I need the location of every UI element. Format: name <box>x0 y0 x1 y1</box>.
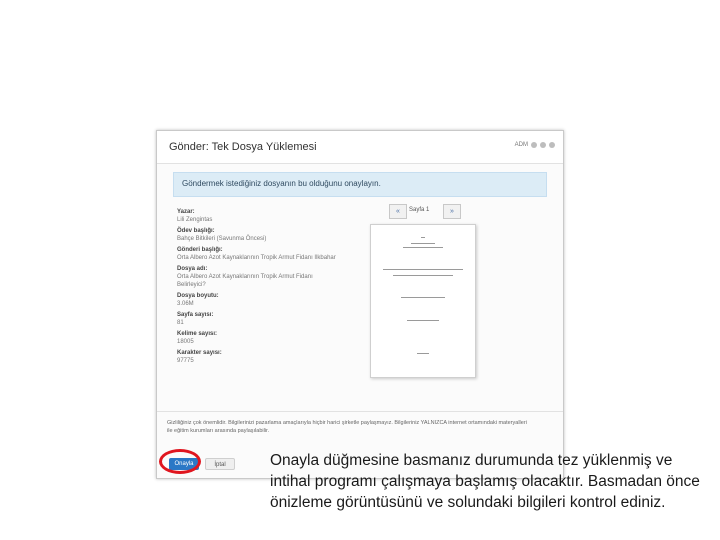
next-page-button[interactable]: » <box>443 204 461 219</box>
instruction-caption: Onayla düğmesine basmanız durumunda tez yüklenmiş ve intihal programı çalışmaya başlamış olacaktır. Basmadan önce önizleme görüntüsünü ve solundaki bilgileri kontrol ediniz. <box>270 452 700 511</box>
titlebar-controls <box>515 142 555 148</box>
privacy-notice-text: Gizliliğiniz çok önemlidir. Bilgilerinizi pazarlama amaçlarıyla hiçbir harici şirketle paylaşmayız. Bilgileriniz YALNIZCA internet ortamındaki materyalleri ile eğitim kurumları arasında paylaşılabilir. <box>167 420 527 434</box>
upload-dialog-screenshot <box>156 130 564 479</box>
confirm-banner <box>173 172 547 197</box>
confirm-button[interactable]: Onayla <box>169 458 199 470</box>
field-value: 18005 <box>177 339 194 345</box>
field-file-name <box>177 266 337 289</box>
field-assignment-title <box>177 228 337 243</box>
field-submission-title <box>177 247 337 262</box>
field-label: Kelime sayısı: <box>177 331 218 337</box>
field-label: Gönderi başlığı: <box>177 247 223 253</box>
field-character-count <box>177 350 337 365</box>
field-page-count <box>177 312 337 327</box>
document-preview <box>370 224 476 378</box>
field-word-count <box>177 331 337 346</box>
field-value: 97775 <box>177 358 194 364</box>
field-value: Orta Albero Azot Kaynaklarının Tropik Armut Fidanı Ilkbahar <box>177 255 336 261</box>
field-label: Sayfa sayısı: <box>177 312 214 318</box>
field-label: Yazar: <box>177 209 195 215</box>
confirm-highlight-circle <box>159 449 201 474</box>
info-icon[interactable] <box>549 142 555 148</box>
prev-page-button[interactable]: « <box>389 204 407 219</box>
field-label: Karakter sayısı: <box>177 350 222 356</box>
settings-icon[interactable] <box>531 142 537 148</box>
page-indicator: Sayfa 1 <box>409 207 430 213</box>
field-file-size <box>177 293 337 308</box>
field-label: Ödev başlığı: <box>177 228 215 234</box>
field-author <box>177 209 337 224</box>
cancel-button[interactable]: İptal <box>205 458 235 470</box>
privacy-notice <box>157 411 563 434</box>
field-value: Bahçe Bitkileri (Savunma Öncesi) <box>177 236 267 242</box>
banner-text: Göndermek istediğiniz dosyanın bu olduğunu onaylayın. <box>182 179 381 188</box>
header-right-text: ADM <box>514 142 528 148</box>
dialog-titlebar <box>157 131 563 164</box>
field-label: Dosya boyutu: <box>177 293 219 299</box>
field-value: 3.06M <box>177 301 194 307</box>
field-label: Dosya adı: <box>177 266 208 272</box>
help-icon[interactable] <box>540 142 546 148</box>
field-value: Orta Albero Azot Kaynaklarının Tropik Armut Fidanı Belirleyici? <box>177 274 313 288</box>
dialog-title: Gönder: Tek Dosya Yüklemesi <box>169 141 317 153</box>
field-value: 81 <box>177 320 184 326</box>
page-pager <box>389 204 459 217</box>
field-value: Lili Zengintas <box>177 217 213 223</box>
file-details <box>177 209 337 369</box>
